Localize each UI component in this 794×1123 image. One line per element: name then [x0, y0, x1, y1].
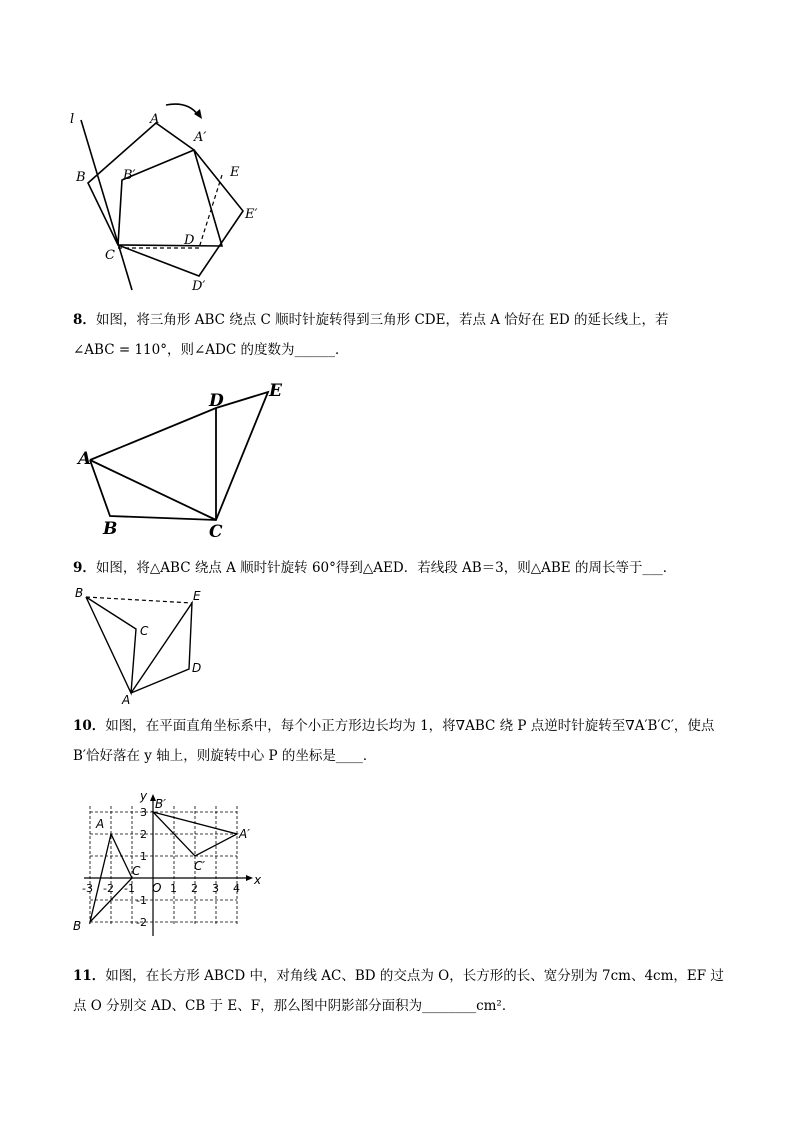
- rotation-arrow: [166, 104, 198, 115]
- q9-label-d: D: [192, 661, 202, 675]
- figure-q8-triangles: [70, 378, 300, 548]
- question-11-line-1: [73, 966, 724, 986]
- q9-be-dashed: [86, 597, 192, 603]
- label-c: C: [105, 248, 115, 263]
- y-tick: 1: [140, 850, 147, 863]
- q8-label-b: B: [103, 519, 118, 539]
- question-8-number: 8．: [73, 312, 96, 328]
- q9-label-c: C: [140, 624, 149, 638]
- question-11-number: 11．: [73, 968, 106, 984]
- question-9-line: [73, 558, 676, 578]
- question-8-text-2: ∠ABC = 110°，则∠ADC 的度数为______．: [73, 342, 349, 358]
- label-a-prime: A′: [194, 130, 207, 145]
- question-10-line-1: [73, 716, 714, 736]
- question-10-text-2: B′恰好落在 y 轴上，则旋转中心 P 的坐标是____．: [73, 748, 377, 764]
- x-tick: 1: [170, 882, 177, 895]
- q10-label-b-prime: B′: [155, 797, 166, 811]
- x-tick: -2: [103, 882, 114, 895]
- q10-label-y: y: [140, 789, 148, 803]
- x-tick: 3: [212, 882, 219, 895]
- x-tick: -3: [82, 882, 93, 895]
- q8-label-d: D: [209, 391, 224, 411]
- question-11-text-1: 如图，在长方形 ABCD 中，对角线 AC、BD 的交点为 O，长方形的长、宽分别为 7cm、4cm，EF 过: [105, 968, 724, 984]
- arrow-head: [194, 109, 202, 119]
- y-tick: 3: [140, 806, 147, 819]
- q10-label-c: C: [132, 864, 141, 878]
- label-e-prime: E′: [245, 207, 258, 222]
- q10-label-a-prime: A′: [239, 827, 250, 841]
- y-tick: -1: [136, 894, 147, 907]
- question-10-line-2: [73, 746, 376, 766]
- q8-label-c: C: [209, 522, 223, 542]
- y-tick: 2: [140, 828, 147, 841]
- pentagon-rotated: [118, 150, 243, 276]
- x-tick: 4: [233, 882, 240, 895]
- x-tick: 2: [191, 882, 198, 895]
- label-d-prime: D′: [192, 279, 206, 294]
- question-10-number: 10．: [73, 718, 106, 734]
- x-axis-arrow: [246, 875, 253, 881]
- label-e: E: [230, 165, 240, 180]
- x-tick: -1: [124, 882, 135, 895]
- line-l: [81, 120, 132, 290]
- q10-label-o: O: [152, 881, 162, 895]
- question-11-text-2: 点 O 分别交 AD、CB 于 E、F，那么图中阴影部分面积为________cm²．: [73, 998, 516, 1014]
- q9-triangle-aed: [131, 603, 192, 693]
- q8-outline: [90, 392, 268, 520]
- question-11-line-2: [73, 996, 515, 1016]
- label-b-prime: B′: [123, 168, 136, 183]
- grid-lines: [90, 806, 237, 926]
- q8-label-a: A: [78, 449, 92, 469]
- q9-label-a: A: [122, 693, 131, 707]
- q10-label-a: A: [96, 817, 105, 831]
- question-8-line-2: [73, 340, 348, 360]
- question-9-text: 如图，将△ABC 绕点 A 顺时针旋转 60°得到△AED．若线段 AB＝3，则△ABE 的周长等于___．: [95, 560, 677, 576]
- figure-pentagon-rotation: [60, 95, 280, 295]
- q9-label-b: B: [75, 586, 84, 600]
- question-10-text-1: 如图，在平面直角坐标系中，每个小正方形边长均为 1，将∇ABC 绕 P 点逆时针旋转至∇A′B′C′，使点: [105, 718, 715, 734]
- y-tick: -2: [136, 916, 147, 929]
- q9-triangle-abc: [86, 597, 136, 693]
- label-b: B: [76, 170, 86, 185]
- label-l: l: [70, 112, 75, 127]
- dashed-ed: [199, 175, 222, 248]
- label-a: A: [150, 112, 160, 127]
- question-8-text-1: 如图，将三角形 ABC 绕点 C 顺时针旋转得到三角形 CDE，若点 A 恰好在 ED 的延长线上，若: [95, 312, 669, 328]
- q10-label-x: x: [254, 873, 262, 887]
- q10-label-c-prime: C′: [194, 859, 206, 873]
- q9-label-e: E: [193, 589, 201, 603]
- question-9-number: 9．: [73, 560, 96, 576]
- label-d: D: [184, 233, 195, 248]
- q10-label-b: B: [73, 919, 82, 933]
- figure-q10-grid: [70, 786, 270, 946]
- q8-label-e: E: [269, 381, 282, 401]
- question-8-line-1: [73, 310, 669, 330]
- figure-q9-rotation: [70, 583, 220, 708]
